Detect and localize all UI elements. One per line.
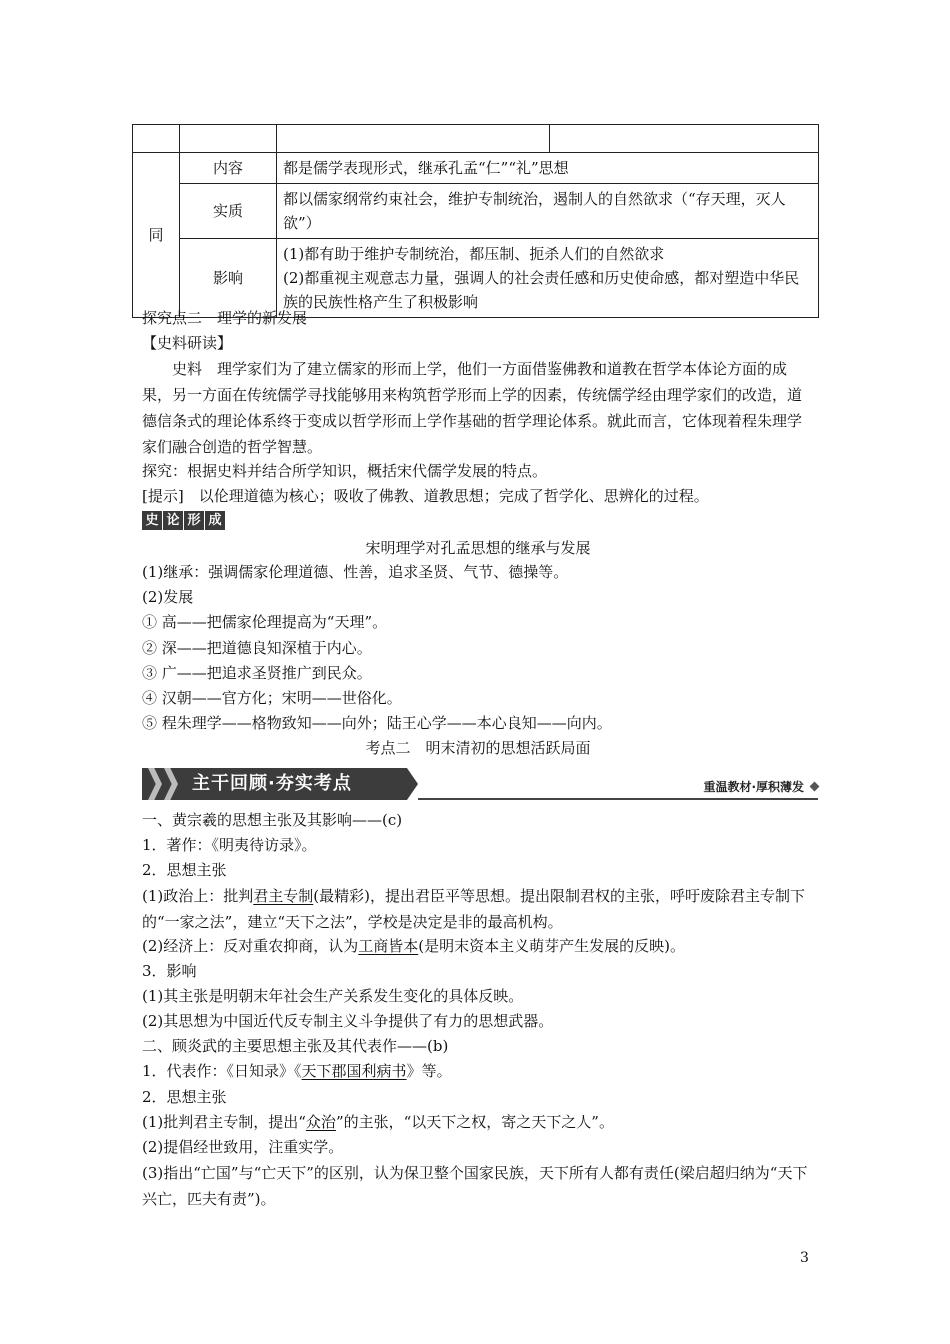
tag-char: 论 — [163, 511, 183, 530]
tag-char: 史 — [142, 511, 162, 530]
thought-line-1 — [142, 1110, 822, 1135]
section-heading: 二、顾炎武的主要思想主张及其代表作——(b) — [142, 1037, 449, 1055]
comparison-table — [132, 124, 819, 318]
list-item: (1)继承：强调儒家伦理道德、性善，追求圣贤、气节、德操等。 — [142, 563, 569, 581]
text-span: 》等。 — [406, 1062, 452, 1080]
hint-text: [提示] 以伦理道德为核心；吸收了佛教、道教思想；完成了哲学化、思辨化的过程。 — [142, 487, 709, 505]
section-heading: 一、黄宗羲的思想主张及其影响——(c) — [142, 811, 403, 829]
text-span: ”的主张，“以天下之权，寄之天下之人”。 — [335, 1113, 614, 1131]
aspect-label: 实质 — [180, 184, 277, 239]
material-paragraph: 史料 理学家们为了建立儒家的形而上学，他们一方面借鉴佛教和道教在哲学本体论方面的成果，另一方面在传统儒学寻找能够用来构筑哲学形而上学的因素，传统儒学经由理学家们的改造，道德信条式的理论体系终于变成以哲学形而上学作基础的哲学理论体系。就此而言，它体现着程朱理学家们融合创造的哲学智慧。 — [142, 360, 803, 456]
underlined-term: 众治 — [305, 1113, 336, 1131]
list-item: (1)其主张是明朝末年社会生产关系发生变化的具体反映。 — [142, 987, 524, 1005]
banner-rule — [418, 798, 818, 800]
summary-title: 宋明理学对孔孟思想的继承与发展 — [365, 539, 591, 557]
tag-char: 成 — [205, 511, 225, 530]
text-span: 1．代表作：《日知录》《 — [142, 1062, 302, 1080]
text-span: (2)经济上：反对重农抑商，认为 — [142, 937, 359, 955]
aspect-text: 都以儒家纲常约束社会，维护专制统治，遏制人的自然欲求（“存天理，灭人欲”） — [277, 184, 819, 239]
section-heading: 探究点二 理学的新发展 — [142, 309, 308, 327]
text-span: (最精彩)，提出君臣平等思想。提出限制君权的主张，呼吁废除君主专制下的“一家之法”，建立“天下之法”，学校是决定是非的最高机构。 — [142, 887, 805, 931]
list-item: 2．思想主张 — [142, 861, 227, 879]
underlined-term: 工商皆本 — [358, 937, 419, 955]
list-item: (3)指出“亡国”与“亡天下”的区别，认为保卫整个国家民族，天下所有人都有责任(梁启超归纳为“天下兴亡，匹夫有责”)。 — [142, 1164, 808, 1208]
list-item: (2)提倡经世致用，注重实学。 — [142, 1138, 344, 1156]
diamond-icon — [810, 782, 820, 792]
tag-char: 形 — [184, 511, 204, 530]
list-item: ② 深——把道德良知深植于内心。 — [142, 639, 372, 657]
sub-heading: 【史料研读】 — [142, 334, 233, 352]
table-row — [133, 184, 819, 239]
text-span: (1)批判君主专制，提出“ — [142, 1113, 306, 1131]
underlined-term: 君主专制 — [253, 887, 314, 905]
aspect-text: 都是儒学表现形式，继承孔孟“仁”“礼”思想 — [277, 153, 819, 184]
section-banner — [142, 768, 818, 802]
list-item: ④ 汉朝——官方化；宋明——世俗化。 — [142, 689, 402, 707]
list-item: ⑤ 程朱理学——格物致知——向外；陆王心学——本心良知——向内。 — [142, 714, 612, 732]
same-label: 同 — [133, 153, 180, 318]
influence-line-2: (2)都重视主观意志力量，强调人的社会责任感和历史使命感，都对塑造中华民族的民族性格产生了积极影响 — [283, 269, 800, 311]
table-row — [133, 153, 819, 184]
aspect-label: 内容 — [180, 153, 277, 184]
text-span: (1)政治上：批判 — [142, 887, 254, 905]
table-cell — [180, 125, 277, 153]
question-text: 探究：根据史料并结合所学知识，概括宋代儒学发展的特点。 — [142, 462, 548, 480]
table-cell — [277, 125, 550, 153]
list-item: ③ 广——把追求圣贤推广到民众。 — [142, 664, 372, 682]
list-item: 1．著作：《明夷待访录》。 — [142, 836, 317, 854]
banner-title: 主干回顾·夯实考点 — [192, 773, 352, 794]
representative-works — [142, 1059, 822, 1084]
influence-line-1: (1)都有助于维护专制统治，都压制、扼杀人们的自然欲求 — [283, 245, 665, 263]
point-title: 考点二 明末清初的思想活跃局面 — [365, 739, 591, 757]
table-row — [133, 125, 819, 153]
list-item: ① 高——把儒家伦理提高为“天理”。 — [142, 613, 388, 631]
page-number: 3 — [800, 1250, 809, 1266]
underlined-term: 天下郡国利病书 — [301, 1062, 407, 1080]
list-item: (2)其思想为中国近代反专制主义斗争提供了有力的思想武器。 — [142, 1012, 554, 1030]
list-item: (2)发展 — [142, 588, 194, 606]
aspect-label: 影响 — [180, 239, 277, 318]
economy-line — [142, 934, 822, 959]
politics-paragraph — [142, 883, 814, 935]
banner-right-text: 重温教材·厚积薄发 — [703, 780, 804, 794]
section-tag — [142, 511, 225, 530]
table-cell — [550, 125, 819, 153]
table-cell — [133, 125, 180, 153]
list-item: 2．思想主张 — [142, 1088, 227, 1106]
list-item: 3．影响 — [142, 962, 197, 980]
text-span: (是明末资本主义萌芽产生发展的反映)。 — [418, 937, 685, 955]
